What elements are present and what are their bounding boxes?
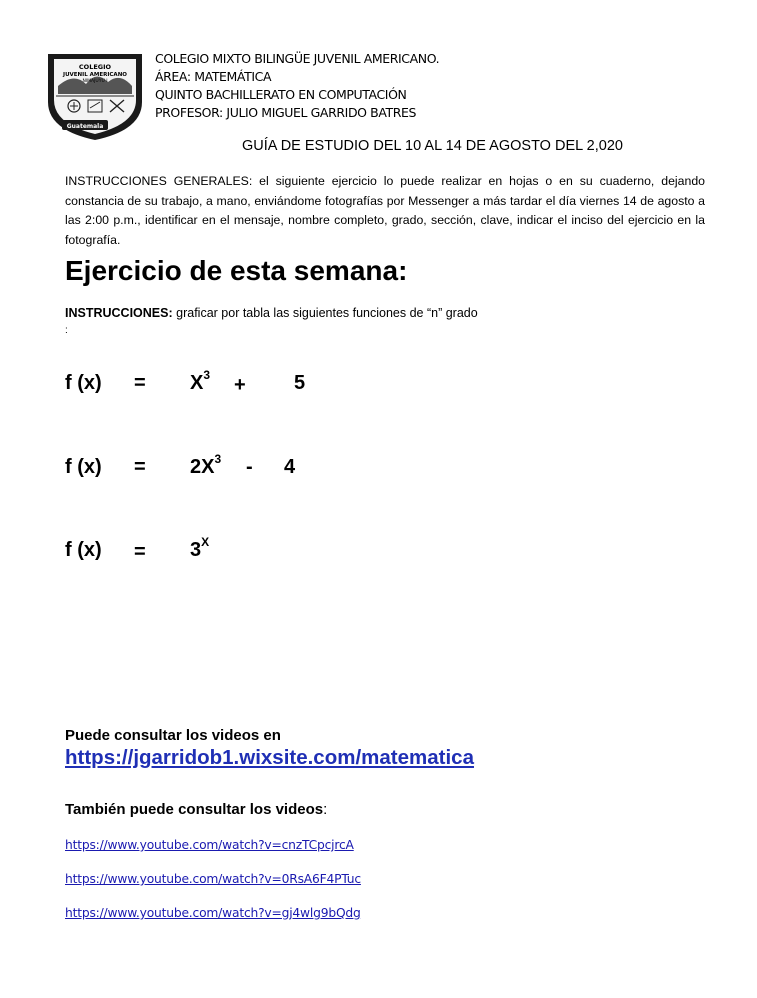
equation-lhs: f (x) <box>65 539 102 561</box>
equation-base: 2X <box>190 456 215 478</box>
equation-constant: 5 <box>294 372 306 394</box>
videos-intro: Puede consultar los videos en <box>65 727 281 744</box>
logo-text-1: COLEGIO <box>78 63 112 71</box>
equation-operator: + <box>234 374 246 396</box>
instructions-text: graficar por tabla las siguientes funciones de “n” grado <box>176 306 478 320</box>
youtube-link-1[interactable]: https://www.youtube.com/watch?v=cnzTCpcjrcA <box>65 838 354 852</box>
logo-text-3: NIMAJUYU I <box>82 79 108 84</box>
school-name: COLEGIO MIXTO BILINGÜE JUVENIL AMERICANO. <box>155 51 440 66</box>
equation-equals: = <box>134 541 146 563</box>
instructions-colon: : <box>65 325 68 336</box>
general-instructions: INSTRUCCIONES GENERALES: el siguiente ejercicio lo puede realizar en hojas o en su cuaderno, dejando constancia de su trabajo, a mano, enviándome fotografías por Messenger a más tardar el día viernes 14 de agosto a las 2:00 p.m., identificar en el mensaje, nombre completo, grado, sección, clave, indicar el inciso del ejercicio en la fotografía. <box>65 174 705 247</box>
logo-text-2: JUVENIL AMERICANO <box>63 72 127 78</box>
equation-term <box>190 368 211 395</box>
guide-title: GUÍA DE ESTUDIO DEL 10 AL 14 DE AGOSTO DEL 2,020 <box>242 138 623 154</box>
equation-equals: = <box>134 372 146 394</box>
exercise-title: Ejercicio de esta semana: <box>65 255 408 286</box>
equation-exponent: X <box>201 535 210 549</box>
grade-level: QUINTO BACHILLERATO EN COMPUTACIÓN <box>155 87 407 102</box>
equation-base: 3 <box>190 539 202 561</box>
subject-area: ÁREA: MATEMÁTICA <box>155 69 272 84</box>
youtube-link-3[interactable]: https://www.youtube.com/watch?v=gj4wlg9bQdg <box>65 906 361 920</box>
equation-lhs: f (x) <box>65 372 102 394</box>
equation-exponent: 3 <box>214 452 222 466</box>
youtube-link-2[interactable]: https://www.youtube.com/watch?v=0RsA6F4PTuc <box>65 872 361 886</box>
also-label-line <box>65 801 327 818</box>
equation-base: X <box>190 372 204 394</box>
instructions-line <box>65 306 478 320</box>
teacher-name: PROFESOR: JULIO MIGUEL GARRIDO BATRES <box>155 105 417 120</box>
equation-exponent: 3 <box>203 368 211 382</box>
equation-term <box>190 535 210 562</box>
equation-lhs: f (x) <box>65 456 102 478</box>
also-label: También puede consultar los videos <box>65 801 324 818</box>
instructions-label: INSTRUCCIONES: <box>65 306 173 320</box>
main-video-link[interactable]: https://jgarridob1.wixsite.com/matematica <box>65 746 474 769</box>
logo-banner: Guatemala <box>66 123 104 130</box>
also-colon: : <box>323 801 328 818</box>
equation-constant: 4 <box>284 456 296 478</box>
equation-operator: - <box>246 456 253 478</box>
equation-equals: = <box>134 456 146 478</box>
school-logo <box>44 50 146 142</box>
equation-term <box>190 452 222 479</box>
